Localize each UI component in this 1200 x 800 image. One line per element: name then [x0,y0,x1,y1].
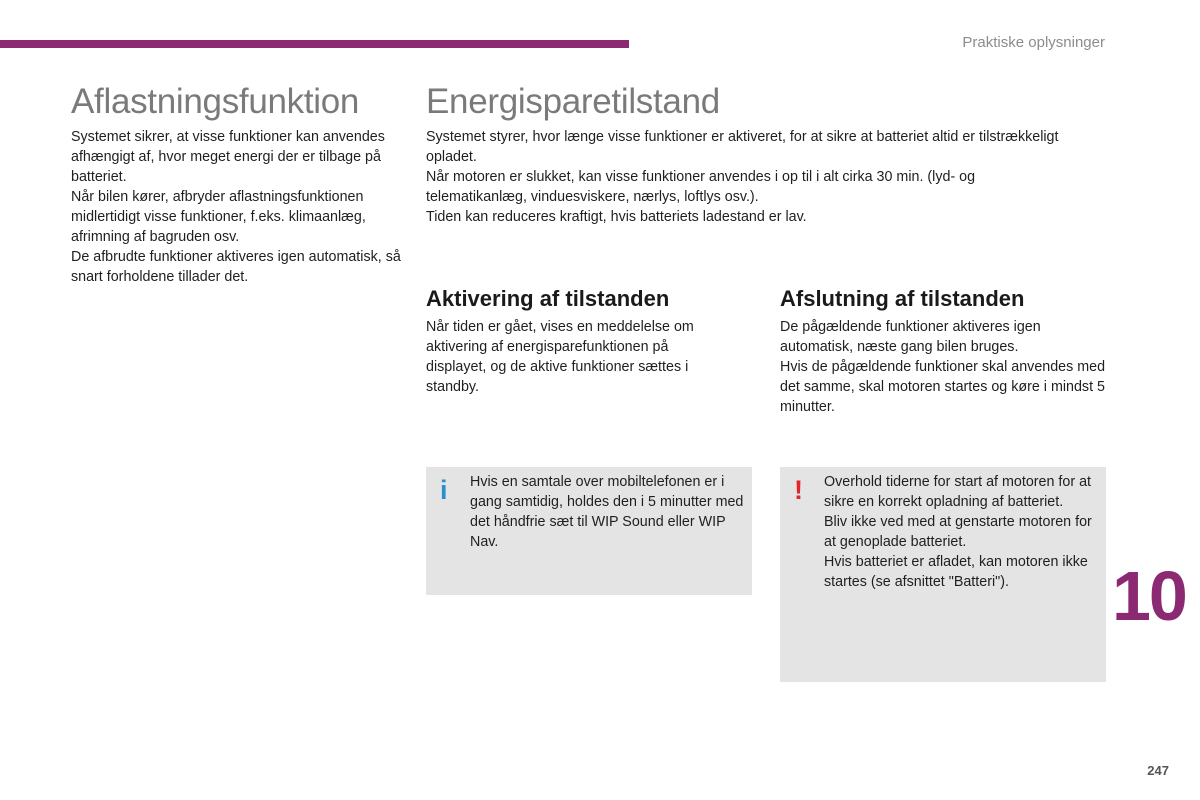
paragraph: Systemet styrer, hvor længe visse funktioner er aktiveret, for at sikre at batteriet altid er tilstrækkeligt opladet. [426,129,1059,165]
paragraph: Hvis batteriet er afladet, kan motoren ikke startes (se afsnittet "Batteri"). [824,554,1088,590]
warning-note-box [780,467,1106,682]
paragraph: Systemet sikrer, at visse funktioner kan anvendes afhængigt af, hvor meget energi der er tilbage på batteriet. [71,129,385,185]
aflastning-body [71,127,401,287]
paragraph: Bliv ikke ved med at genstarte motoren for at genoplade batteriet. [824,514,1092,550]
paragraph: Når motoren er slukket, kan visse funktioner anvendes i op til i alt cirka 30 min. (lyd- og telematikanlæg, vinduesviskere, nærlys, loftlys osv.). [426,169,976,205]
info-note-text [470,472,744,552]
paragraph: Hvis de pågældende funktioner skal anvendes med det samme, skal motoren startes og køre i mindst 5 minutter. [780,359,1106,415]
paragraph: Hvis en samtale over mobiltelefonen er i gang samtidig, holdes den i 5 minutter med det håndfrie sæt til WIP Sound eller WIP Nav. [470,474,744,550]
section-title: Praktiske oplysninger [962,34,1105,51]
energispare-heading: Energisparetilstand [426,82,720,121]
paragraph: Tiden kan reduceres kraftigt, hvis batteriets ladestand er lav. [426,209,807,225]
page-number: 247 [1147,763,1169,778]
paragraph: De afbrudte funktioner aktiveres igen automatisk, så snart forholdene tillader det. [71,249,401,285]
aflastning-heading: Aflastningsfunktion [71,82,360,121]
deactivation-body [780,317,1110,417]
info-icon: i [440,475,448,505]
paragraph: De pågældende funktioner aktiveres igen automatisk, næste gang bilen bruges. [780,319,1041,355]
energispare-body [426,127,1071,227]
chapter-number: 10 [1112,557,1186,635]
header-accent-bar [0,40,629,48]
paragraph: Når bilen kører, afbryder aflastningsfunktionen midlertidigt visse funktioner, f.eks. klimaanlæg, afrimning af bagruden osv. [71,189,366,245]
activation-heading: Aktivering af tilstanden [426,286,670,311]
warning-icon: ! [794,475,803,505]
info-note-box [426,467,752,595]
deactivation-heading: Afslutning af tilstanden [780,286,1025,311]
warning-note-text [824,472,1098,592]
paragraph: Overhold tiderne for start af motoren for at sikre en korrekt opladning af batteriet. [824,474,1091,510]
paragraph: Når tiden er gået, vises en meddelelse om aktivering af energisparefunktionen på displayet, og de aktive funktioner sættes i standby. [426,319,694,395]
activation-body [426,317,726,397]
